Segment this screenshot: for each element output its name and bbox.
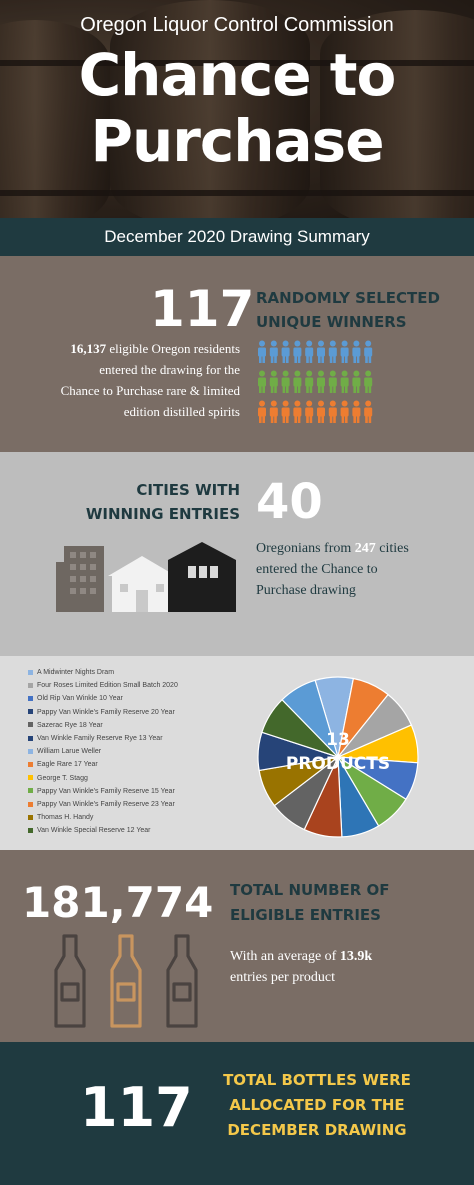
- person-icon: [329, 341, 337, 364]
- bottles-icon-group: [52, 934, 212, 1030]
- products-legend: [28, 666, 248, 837]
- desc-line: [16, 338, 240, 359]
- products-pie-chart: [255, 674, 421, 840]
- legend-swatch: [28, 670, 33, 675]
- legend-label: Thomas H. Handy: [37, 814, 94, 822]
- legend-swatch: [28, 802, 33, 807]
- entries-number: 181,774: [22, 878, 214, 927]
- desc-line: [230, 946, 450, 967]
- desc-line: entered the drawing for the: [99, 362, 240, 377]
- cities-description: [256, 538, 456, 601]
- person-icon: [270, 401, 278, 424]
- winners-heading-line: RANDOMLY SELECTED: [256, 289, 440, 307]
- legend-label: Old Rip Van Winkle 10 Year: [37, 695, 123, 703]
- legend-item: [28, 706, 248, 719]
- person-icon: [341, 401, 349, 424]
- buildings-icon: [56, 538, 240, 612]
- legend-item: [28, 785, 248, 798]
- cities-count: 247: [354, 541, 376, 556]
- person-icon: [258, 401, 266, 424]
- bottles-heading-line: ALLOCATED FOR THE: [229, 1096, 405, 1114]
- winners-number: 117: [150, 280, 255, 338]
- person-icon: [293, 401, 301, 424]
- people-icon-grid: [256, 340, 376, 430]
- legend-item: [28, 692, 248, 705]
- person-icon: [270, 341, 278, 364]
- person-icon: [293, 341, 301, 364]
- person-icon: [282, 341, 290, 364]
- legend-swatch: [28, 683, 33, 688]
- legend-item: [28, 758, 248, 771]
- entries-heading: [230, 878, 450, 928]
- desc-line: entered the Chance to: [256, 562, 378, 577]
- desc-text: cities: [375, 541, 409, 556]
- desc-text: With an average of: [230, 949, 340, 964]
- desc-line: [256, 538, 456, 559]
- person-icon: [352, 371, 360, 394]
- legend-item: [28, 719, 248, 732]
- winners-section: [0, 256, 474, 452]
- bottles-heading-line: TOTAL BOTTLES WERE: [223, 1071, 411, 1089]
- entries-heading-line: ELIGIBLE ENTRIES: [230, 906, 381, 924]
- legend-item: [28, 772, 248, 785]
- cities-section: [0, 452, 474, 656]
- person-icon: [352, 341, 360, 364]
- header-hero: [0, 0, 474, 218]
- building-wing: [56, 562, 66, 612]
- legend-item: [28, 732, 248, 745]
- bottles-section: [0, 1042, 474, 1185]
- legend-swatch: [28, 722, 33, 727]
- products-count: 13: [326, 730, 350, 750]
- bottles-heading-line: DECEMBER DRAWING: [227, 1121, 407, 1139]
- legend-label: Pappy Van Winkle's Family Reserve 20 Year: [37, 708, 175, 716]
- average-entries: 13.9k: [339, 949, 373, 964]
- person-icon: [305, 341, 313, 364]
- organization-name: Oregon Liquor Control Commission: [80, 14, 394, 36]
- legend-item: [28, 811, 248, 824]
- title-line-1: Chance to: [78, 41, 396, 109]
- person-icon: [258, 371, 266, 394]
- legend-item: [28, 824, 248, 837]
- person-icon: [305, 401, 313, 424]
- legend-label: Four Roses Limited Edition Small Batch 2020: [37, 682, 178, 690]
- cities-number: 40: [256, 474, 323, 530]
- legend-item: [28, 745, 248, 758]
- products-section: [0, 656, 474, 850]
- house-roof: [108, 556, 176, 576]
- entries-section: [0, 850, 474, 1042]
- entries-heading-line: TOTAL NUMBER OF: [230, 881, 390, 899]
- person-icon: [352, 401, 360, 424]
- entries-description: [230, 946, 450, 988]
- title-line-2: Purchase: [90, 107, 384, 175]
- legend-item: [28, 798, 248, 811]
- desc-line: entries per product: [230, 970, 335, 985]
- people-row: [256, 340, 376, 366]
- people-row: [256, 370, 376, 396]
- legend-label: A Midwinter Nights Dram: [37, 669, 115, 676]
- bottles-number: 117: [80, 1076, 193, 1139]
- legend-swatch: [28, 762, 33, 767]
- legend-label: George T. Stagg: [37, 774, 88, 782]
- person-icon: [341, 371, 349, 394]
- cities-heading-line: CITIES WITH: [136, 481, 240, 499]
- person-icon: [293, 371, 301, 394]
- legend-swatch: [28, 749, 33, 754]
- house-door: [136, 590, 148, 612]
- drawing-summary-band: December 2020 Drawing Summary: [0, 218, 474, 256]
- legend-label: Pappy Van Winkle's Family Reserve 15 Year: [37, 787, 175, 795]
- legend-label: Eagle Rare 17 Year: [37, 761, 98, 769]
- warehouse-window: [210, 566, 218, 578]
- person-icon: [270, 371, 278, 394]
- person-icon: [317, 401, 325, 424]
- cities-heading-line: WINNING ENTRIES: [85, 505, 240, 523]
- person-icon: [282, 371, 290, 394]
- legend-swatch: [28, 828, 33, 833]
- pie-svg: [255, 674, 421, 840]
- warehouse-window: [199, 566, 207, 578]
- legend-label: William Larue Weller: [37, 748, 102, 756]
- legend-item: [28, 666, 248, 679]
- bottles-heading: [222, 1068, 412, 1143]
- person-icon: [364, 341, 372, 364]
- warehouse-window: [188, 566, 196, 578]
- person-icon: [258, 341, 266, 364]
- person-icon: [305, 371, 313, 394]
- house-window: [156, 584, 164, 592]
- desc-line: Purchase drawing: [256, 583, 356, 598]
- person-icon: [329, 371, 337, 394]
- desc-text: eligible Oregon residents: [106, 341, 240, 356]
- legend-label: Van Winkle Family Reserve Rye 13 Year: [37, 734, 163, 742]
- cities-heading: [60, 478, 240, 526]
- desc-text: Oregonians from: [256, 541, 355, 556]
- legend-label: Pappy Van Winkle's Family Reserve 23 Year: [37, 800, 175, 808]
- page-title: [0, 42, 474, 174]
- winners-heading: [256, 286, 466, 334]
- legend-swatch: [28, 696, 33, 701]
- legend-item: [28, 679, 248, 692]
- person-icon: [341, 341, 349, 364]
- person-icon: [282, 401, 290, 424]
- legend-swatch: [28, 788, 33, 793]
- bottle-icon: [56, 936, 84, 1026]
- desc-line: edition distilled spirits: [123, 404, 240, 419]
- legend-swatch: [28, 736, 33, 741]
- desc-line: Chance to Purchase rare & limited: [60, 383, 240, 398]
- legend-swatch: [28, 775, 33, 780]
- person-icon: [364, 401, 372, 424]
- people-row: [256, 400, 376, 426]
- residents-count: 16,137: [70, 341, 107, 356]
- products-label: PRODUCTS: [285, 754, 391, 774]
- person-icon: [317, 371, 325, 394]
- legend-swatch: [28, 815, 33, 820]
- winners-heading-line: UNIQUE WINNERS: [256, 313, 407, 331]
- person-icon: [329, 401, 337, 424]
- person-icon: [364, 371, 372, 394]
- bottle-icon: [112, 936, 140, 1026]
- legend-label: Van Winkle Special Reserve 12 Year: [37, 827, 151, 835]
- legend-swatch: [28, 709, 33, 714]
- bottle-icon: [168, 936, 196, 1026]
- house-window: [120, 584, 128, 592]
- winners-description: [16, 338, 240, 422]
- legend-label: Sazerac Rye 18 Year: [37, 721, 103, 729]
- person-icon: [317, 341, 325, 364]
